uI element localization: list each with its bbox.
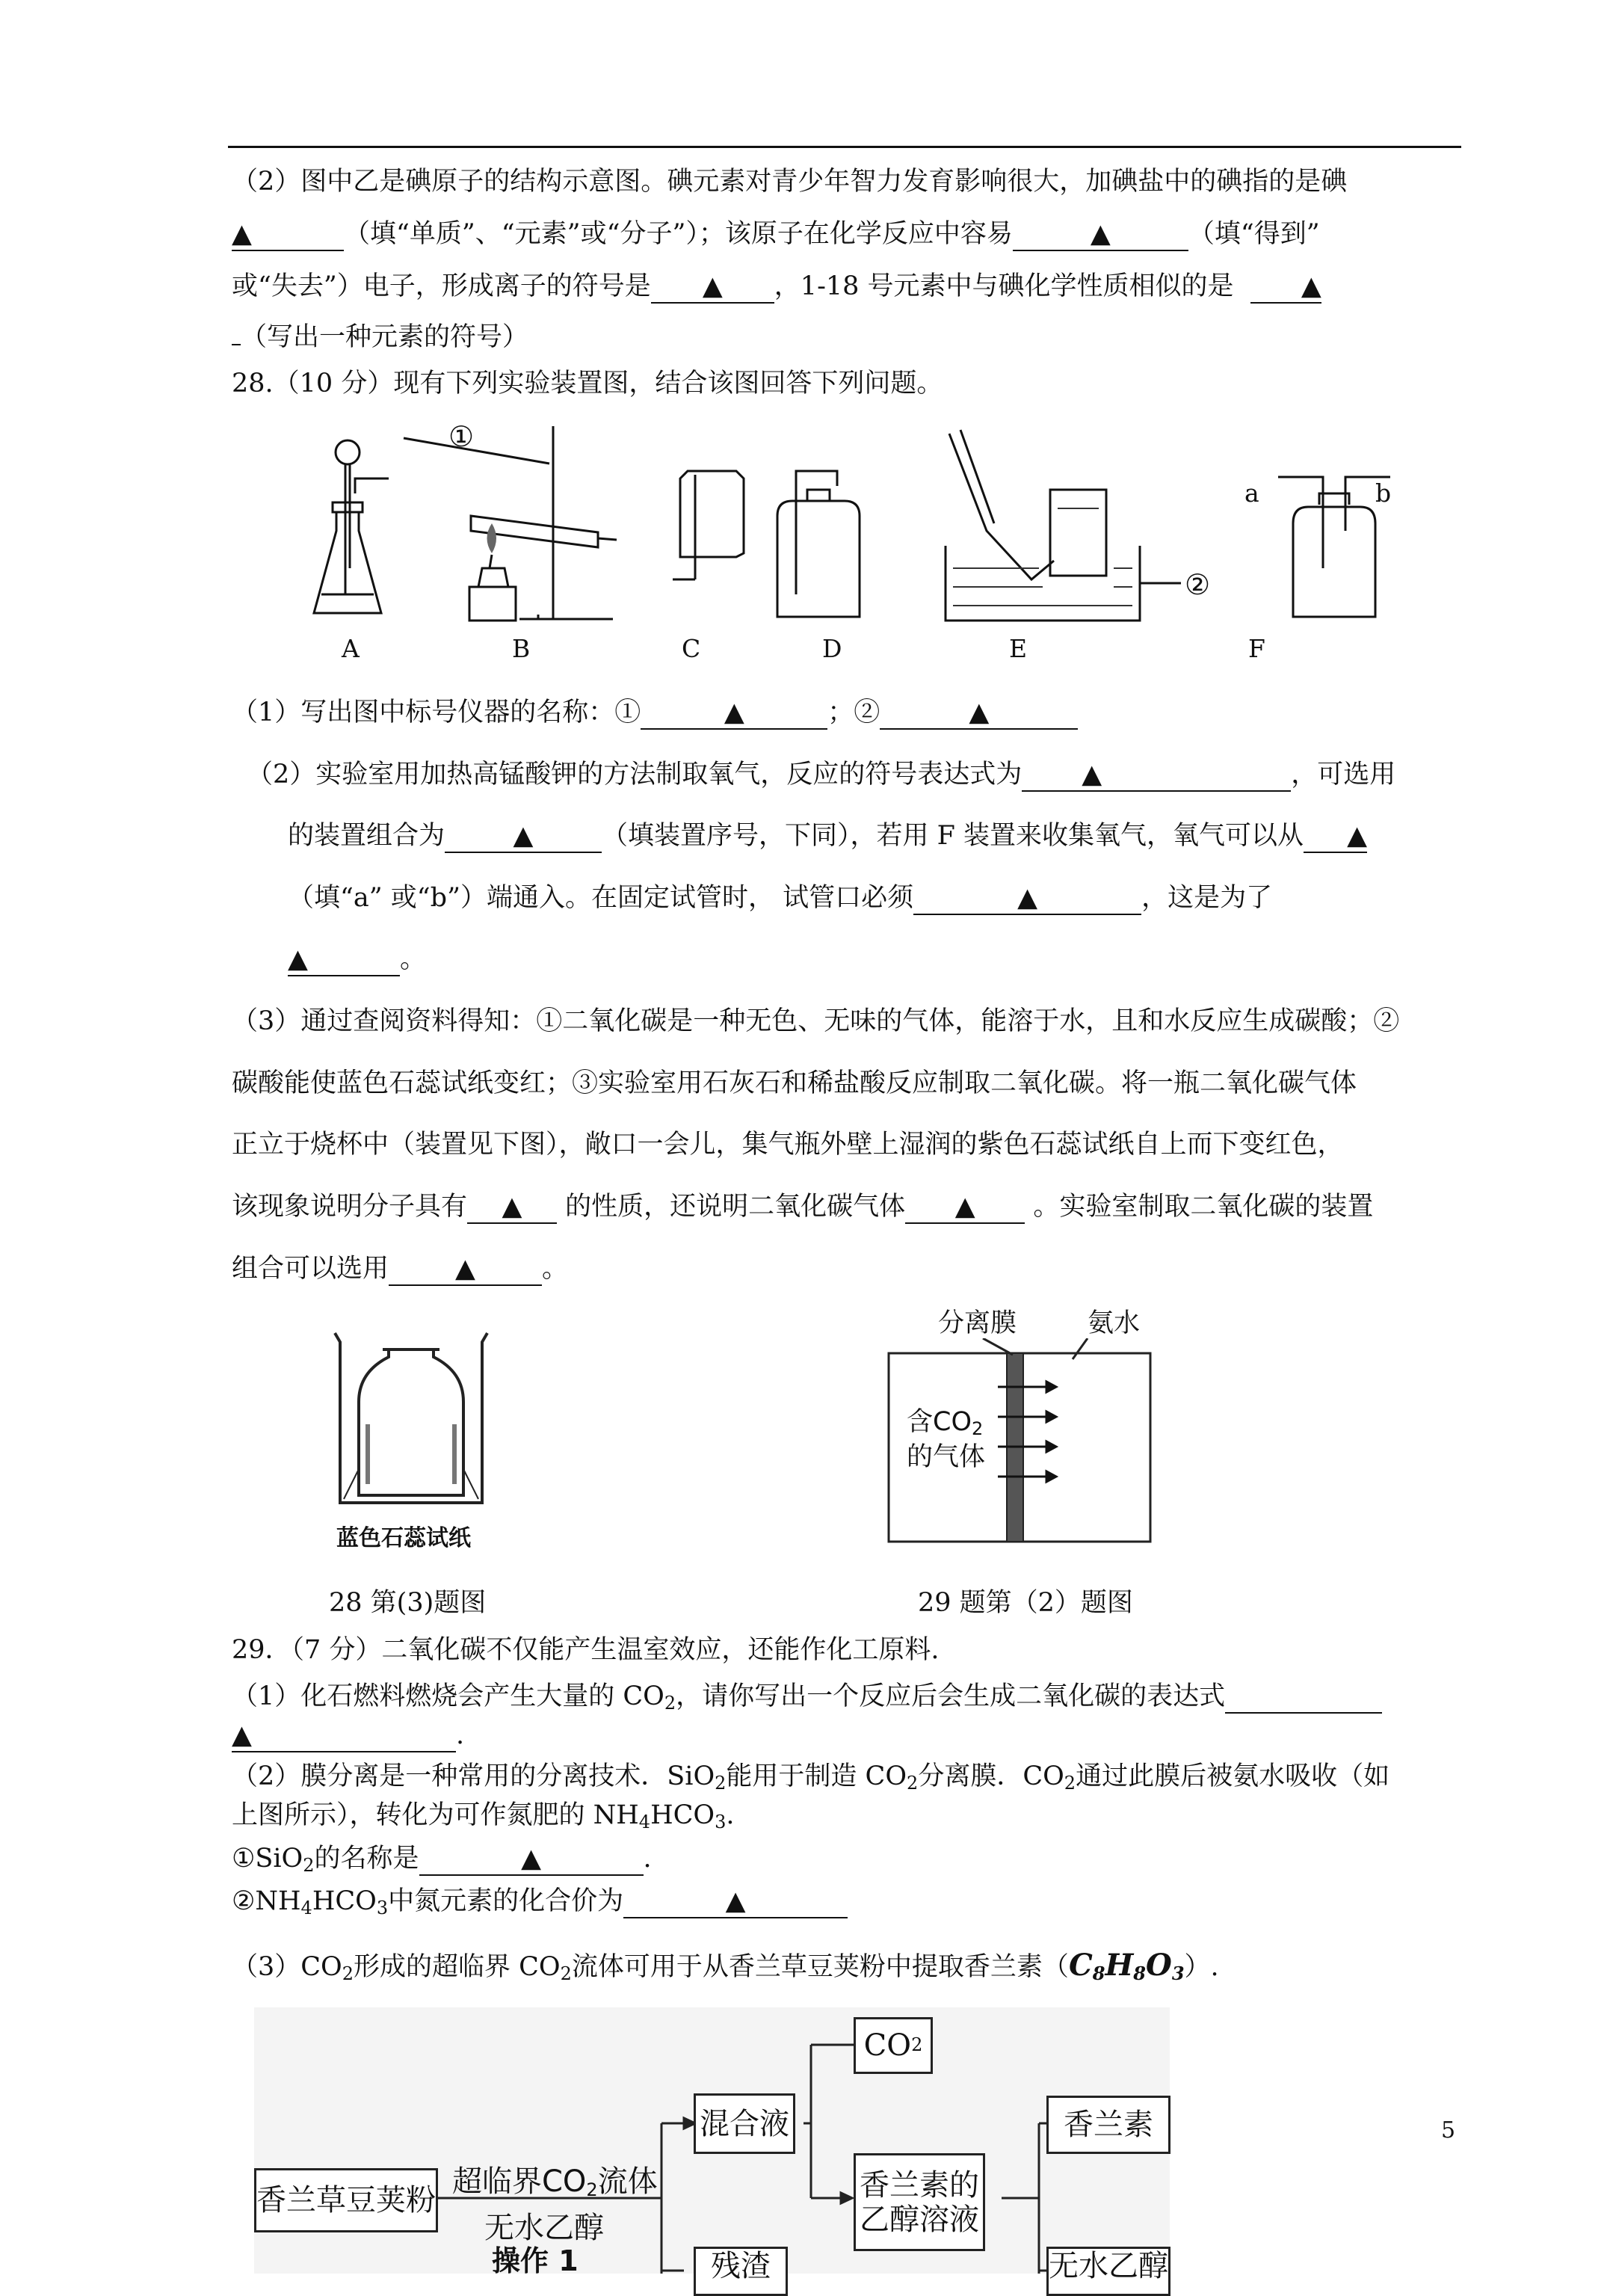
- q29-3: $(3)CO_2$形成的超临界 $CO_2$流体可用于从香兰草豆荚粉中提取香兰素$(C_8H_8O_3)$.: [232, 1948, 1219, 1984]
- answer-blank[interactable]: ▲: [1304, 820, 1367, 853]
- port-b: b: [1375, 478, 1392, 508]
- q29-2-line1: （2）膜分离是一种常用的分离技术．SiO$_2$能用于制造 $CO_2$分离膜．$CO_2$通过此膜后被氨水吸收（如: [232, 1761, 1390, 1794]
- answer-blank[interactable]: ▲: [905, 1191, 1025, 1224]
- q27-2-line1: （2）图中乙是碘原子的结构示意图。碘元素对青少年智力发育影响很大，加碘盐中的碘指的是碘: [232, 167, 1348, 197]
- flow-op1-label: 操作 1: [492, 2244, 579, 2277]
- q29-2-line2: 上图所示），转化为可作氮肥的 $NH_4HCO_3$.: [232, 1800, 735, 1832]
- q29-2-ii: $②NH_4HCO_3$中氮元素的化合价为 ▲: [232, 1886, 848, 1919]
- answer-blank[interactable]: ▲: [419, 1843, 644, 1876]
- port-a: a: [1244, 478, 1259, 508]
- beaker-figure: [329, 1327, 493, 1544]
- answer-blank[interactable]: ▲: [445, 820, 602, 853]
- answer-blank[interactable]: ▲: [232, 218, 344, 251]
- q28-3-line4: 该现象说明分子具有 ▲ 的性质，还说明二氧化碳气体 ▲ 。实验室制取二氧化碳的装置: [232, 1191, 1373, 1224]
- header-rule: [228, 146, 1461, 148]
- page-number: 5: [1441, 2117, 1456, 2143]
- flow-solution-box: 香兰素的 乙醇溶液: [854, 2153, 985, 2251]
- q28-3-line2: 碳酸能使蓝色石蕊试纸变红；③实验室用石灰石和稀盐酸反应制取二氧化碳。将一瓶二氧化碳气体: [232, 1068, 1357, 1098]
- answer-blank[interactable]: ▲: [288, 944, 400, 976]
- answer-blank[interactable]: ▲: [467, 1191, 557, 1224]
- flow-vanillin-box: 香兰素: [1046, 2096, 1170, 2154]
- q28-3-line1: （3）通过查阅资料得知：①二氧化碳是一种无色、无味的气体，能溶于水，且和水反应生成碳酸；②: [232, 1006, 1400, 1036]
- q28-2-line1: （2）实验室用加热高锰酸钾的方法制取氧气，反应的符号表达式为 ▲ ，可选用: [247, 759, 1395, 792]
- label-F: F: [1248, 634, 1265, 663]
- label-A: A: [342, 634, 360, 663]
- answer-blank[interactable]: ▲: [913, 882, 1141, 915]
- q28-2-line3: （填“a” 或“b”）端通入。在固定试管时， 试管口必须 ▲ ，这是为了: [288, 882, 1272, 915]
- fig28-caption: 28 第(3)题图: [329, 1588, 487, 1618]
- label-E: E: [1009, 634, 1028, 663]
- q28-2-line2: 的装置组合为 ▲ （填装置序号，下同），若用 F 装置来收集氧气，氧气可以从 ▲: [288, 820, 1367, 853]
- ammonia-label: 氨水: [1088, 1308, 1141, 1338]
- q29-1-line2: ▲ .: [232, 1720, 464, 1752]
- flow-arrow-bottom-label: 无水乙醇: [484, 2211, 604, 2245]
- flow-residue-box: 残渣: [694, 2247, 788, 2296]
- fig29-caption: 29 题第（2）题图: [918, 1588, 1133, 1618]
- flow-start-box: 香兰草豆荚粉: [254, 2168, 438, 2232]
- answer-blank[interactable]: ▲: [880, 697, 1078, 730]
- flow-arrow-top-label: 超临界$CO_2$流体: [452, 2164, 658, 2200]
- q27-2-line2: ▲ （填“单质”、“元素”或“分子”）；该原子在化学反应中容易 ▲ （填“得到”: [232, 218, 1320, 251]
- answer-blank[interactable]: ▲: [641, 697, 827, 730]
- marker-1: ①: [448, 420, 475, 453]
- answer-blank[interactable]: ▲: [232, 1720, 456, 1752]
- answer-blank[interactable]: ▲: [1013, 218, 1188, 251]
- q28-1: （1）写出图中标号仪器的名称：① ▲ ；② ▲: [232, 697, 1078, 730]
- q27-2-line4: （写出一种元素的符号）: [232, 321, 528, 353]
- q28-3-line5: 组合可以选用 ▲ 。: [232, 1253, 568, 1286]
- answer-blank[interactable]: ▲: [1250, 271, 1321, 304]
- q28-3-line3: 正立于烧杯中（装置见下图），敞口一会儿，集气瓶外壁上湿润的紫色石蕊试纸自上而下变红色，: [232, 1130, 1344, 1160]
- label-C: C: [682, 634, 701, 663]
- q28-2-line4: ▲ 。: [288, 944, 426, 976]
- q29-2-i: ①SiO$_2$的名称是 ▲ .: [232, 1844, 652, 1876]
- flow-anhydrous-box: 无水乙醇: [1046, 2247, 1170, 2296]
- answer-blank[interactable]: ▲: [1022, 759, 1291, 792]
- answer-blank[interactable]: ▲: [389, 1253, 542, 1286]
- vanillin-formula: $C_8H_8O_3$: [1068, 1948, 1185, 1984]
- answer-blank[interactable]: ▲: [623, 1886, 848, 1918]
- flow-mix-box: 混合液: [694, 2093, 795, 2154]
- q29-title: 29．（7 分）二氧化碳不仅能产生温室效应，还能作化工原料.: [232, 1635, 940, 1665]
- flow-co2-box: CO 2: [854, 2017, 933, 2074]
- answer-blank[interactable]: ▲: [651, 271, 774, 304]
- label-D: D: [822, 634, 842, 663]
- label-B: B: [512, 634, 531, 663]
- q28-title: 28.（10 分）现有下列实验装置图，结合该图回答下列问题。: [232, 369, 943, 398]
- litmus-label: 蓝色石蕊试纸: [336, 1525, 471, 1551]
- marker-2: ②: [1185, 568, 1211, 601]
- gas-label: 含$CO_2$ 的气体: [907, 1406, 985, 1475]
- q29-1-line1: （1）化石燃料燃烧会产生大量的 $CO_2$，请你写出一个反应后会生成二氧化碳的表达式: [232, 1681, 1382, 1714]
- q27-2-line3: 或“失去”）电子，形成离子的符号是 ▲ ，1-18 号元素中与碘化学性质相似的是 ▲: [232, 271, 1321, 304]
- membrane-label: 分离膜: [938, 1308, 1017, 1338]
